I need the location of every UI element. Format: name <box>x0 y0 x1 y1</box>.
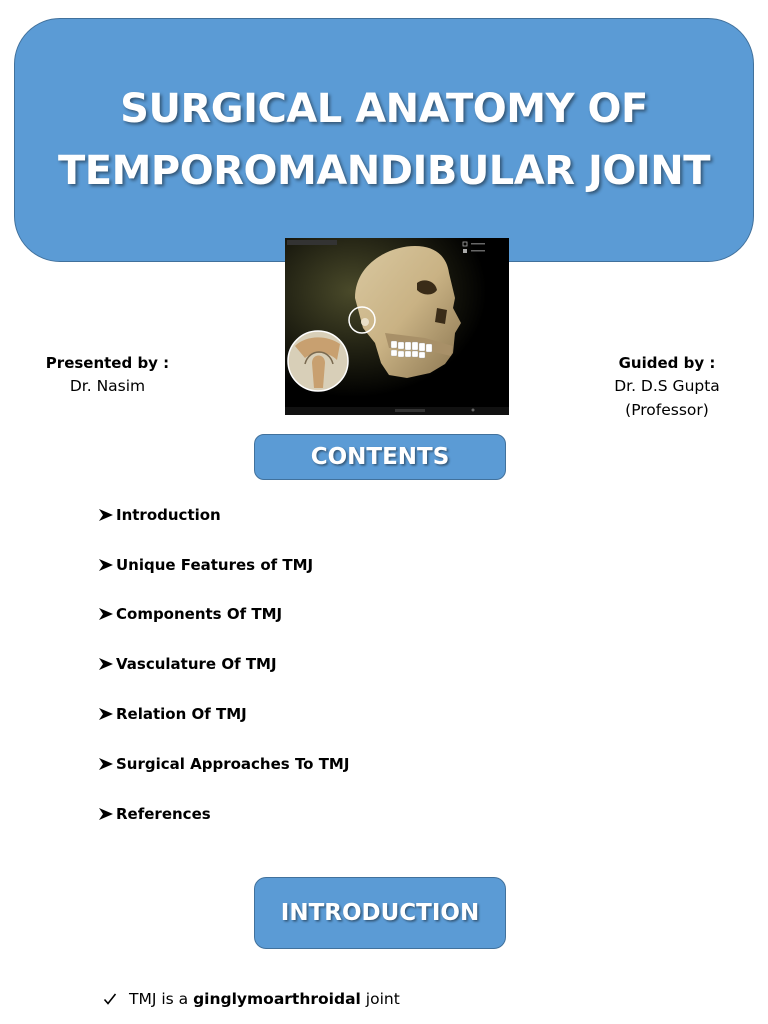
arrowhead-bullet-icon <box>98 757 114 771</box>
introduction-heading-box <box>254 877 506 949</box>
list-item <box>98 639 349 689</box>
contents-item-label: References <box>116 804 211 823</box>
bullet-prefix: TMJ is a <box>129 990 194 1008</box>
contents-item-label: Introduction <box>116 505 221 524</box>
title-line-1: SURGICAL ANATOMY OF <box>120 86 648 132</box>
presenter-block <box>30 352 185 398</box>
arrowhead-bullet-icon <box>98 707 114 721</box>
guide-label: Guided by : <box>618 354 716 372</box>
arrowhead-bullet-icon <box>98 558 114 572</box>
bullet-bold-term: ginglymoarthroidal <box>193 990 361 1008</box>
contents-heading-box <box>254 434 506 480</box>
contents-list <box>98 490 349 839</box>
presenter-name: Dr. Nasim <box>69 377 146 395</box>
guide-block <box>592 352 742 422</box>
contents-heading: CONTENTS <box>310 444 450 470</box>
list-item <box>98 789 349 839</box>
arrowhead-bullet-icon <box>98 657 114 671</box>
presenter-label: Presented by : <box>45 354 170 372</box>
list-item <box>98 490 349 540</box>
arrowhead-bullet-icon <box>98 508 114 522</box>
contents-item-label: Unique Features of TMJ <box>116 555 314 574</box>
title-line-2: TEMPOROMANDIBULAR JOINT <box>57 148 711 194</box>
list-item <box>98 739 349 789</box>
guide-role: (Professor) <box>625 401 709 419</box>
checkmark-icon <box>103 992 117 1006</box>
arrowhead-bullet-icon <box>98 607 114 621</box>
contents-item-label: Relation Of TMJ <box>116 705 247 724</box>
contents-item-label: Components Of TMJ <box>116 605 283 624</box>
introduction-heading: INTRODUCTION <box>280 900 480 926</box>
title-banner <box>14 18 754 262</box>
arrowhead-bullet-icon <box>98 807 114 821</box>
introduction-bullet <box>103 990 400 1008</box>
list-item <box>98 689 349 739</box>
contents-item-label: Vasculature Of TMJ <box>116 655 277 674</box>
skull-tmj-illustration <box>285 238 509 415</box>
bullet-suffix: joint <box>360 990 400 1008</box>
guide-name: Dr. D.S Gupta <box>614 377 720 395</box>
contents-item-label: Surgical Approaches To TMJ <box>116 754 350 773</box>
list-item <box>98 590 349 640</box>
list-item <box>98 540 349 590</box>
